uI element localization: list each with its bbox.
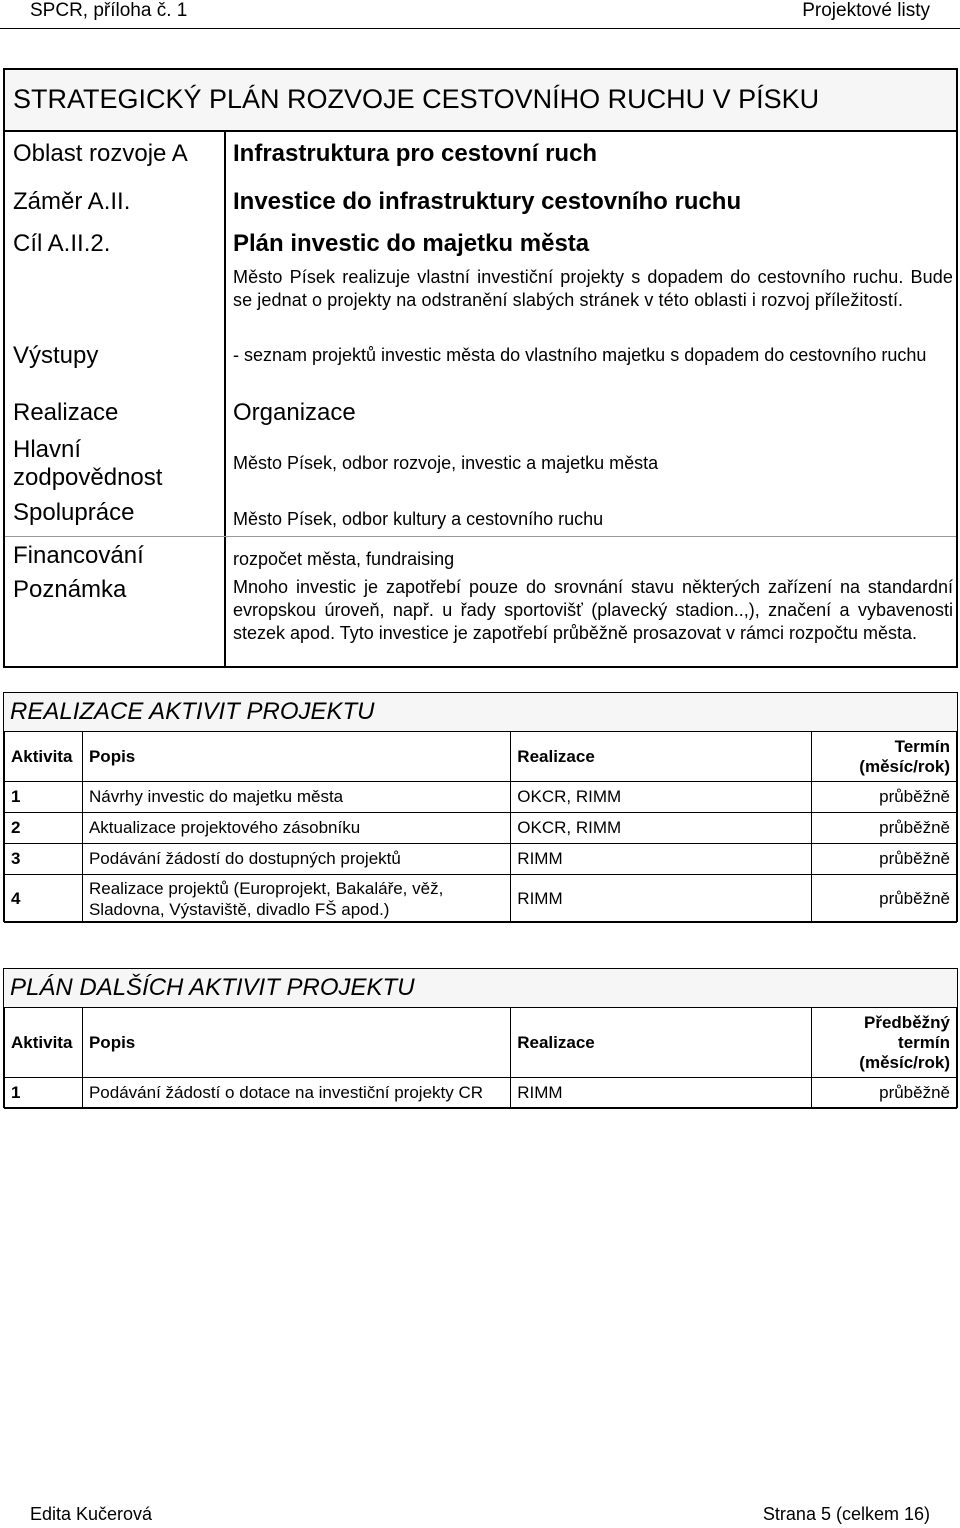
row-realizace: RIMM [511, 844, 812, 875]
row-popis: Realizace projektů (Europrojekt, Bakaláře, věž, Sladovna, Výstaviště, divadlo FŠ apod.) [82, 875, 510, 923]
col-termin: Předběžný termín (měsíc/rok) [812, 1008, 957, 1078]
plan-column-divider [224, 130, 226, 666]
row-termin: průběžně [812, 875, 957, 923]
cil-description: Město Písek realizuje vlastní investiční projekty s dopadem do cestovního ruchu. Bude se jednat o projekty na odstranění slabých stránek v této oblasti i rozvoj příležitostí. [233, 267, 953, 310]
row-termin: průběžně [812, 1078, 957, 1109]
plan-row-divider [5, 536, 956, 537]
spoluprace-label: Spolupráce [13, 499, 135, 526]
realizace-aktivit-title: REALIZACE AKTIVIT PROJEKTU [10, 698, 375, 725]
col-popis: Popis [82, 1008, 510, 1078]
col-realizace: Realizace [511, 732, 812, 782]
col-popis: Popis [82, 732, 510, 782]
header-divider [0, 28, 960, 29]
oblast-value: Infrastruktura pro cestovní ruch [233, 140, 598, 167]
row-termin: průběžně [812, 844, 957, 875]
table-row [5, 875, 957, 923]
hlavni-value: Město Písek, odbor rozvoje, investic a majetku města [233, 453, 659, 473]
row-num: 4 [5, 875, 83, 923]
col-realizace: Realizace [511, 1008, 812, 1078]
row-realizace: OKCR, RIMM [511, 813, 812, 844]
strategic-plan-block [3, 68, 958, 668]
realizace-aktivit-section [3, 692, 958, 922]
table-header-row [5, 1008, 957, 1078]
realizace-aktivit-title-row [4, 693, 957, 732]
row-popis: Aktualizace projektového zásobníku [82, 813, 510, 844]
table-header-row [5, 732, 957, 782]
hlavni-label: Hlavní zodpovědnost [13, 436, 163, 491]
zamer-value: Investice do infrastruktury cestovního ruchu [233, 188, 742, 215]
row-popis: Podávání žádostí do dostupných projektů [82, 844, 510, 875]
col-aktivita: Aktivita [5, 1008, 83, 1078]
plan-aktivit-table [4, 1007, 957, 1109]
table-row [5, 813, 957, 844]
row-realizace: OKCR, RIMM [511, 782, 812, 813]
header-left: SPCR, příloha č. 1 [30, 0, 188, 21]
vystupy-label: Výstupy [13, 342, 99, 369]
row-popis: Návrhy investic do majetku města [82, 782, 510, 813]
plan-aktivit-title: PLÁN DALŠÍCH AKTIVIT PROJEKTU [10, 974, 415, 1001]
row-num: 1 [5, 1078, 83, 1109]
header-right: Projektové listy [802, 0, 930, 21]
financovani-value: rozpočet města, fundraising [233, 549, 455, 569]
row-termin: průběžně [812, 782, 957, 813]
plan-aktivit-section [3, 968, 958, 1108]
row-realizace: RIMM [511, 875, 812, 923]
row-termin: průběžně [812, 813, 957, 844]
plan-title: STRATEGICKÝ PLÁN ROZVOJE CESTOVNÍHO RUCHU V PÍSKU [13, 84, 820, 114]
plan-title-row [5, 70, 956, 132]
table-row [5, 782, 957, 813]
table-row [5, 844, 957, 875]
table-row [5, 1078, 957, 1109]
cil-value: Plán investic do majetku města [233, 230, 590, 257]
poznamka-value: Mnoho investic je zapotřebí pouze do srovnání stavu některých zařízení na standardní evropskou úroveň, např. u řady sportovišť (plavecký stadion..,), značení a vybavenosti stezek apod. Tyto investice je zapotřebí průběžně prosazovat v rámci rozpočtu města. [233, 577, 953, 643]
zamer-label: Záměr A.II. [13, 188, 131, 215]
row-num: 1 [5, 782, 83, 813]
vystupy-value: - seznam projektů investic města do vlastního majetku s dopadem do cestovního ruchu [233, 345, 927, 365]
poznamka-label: Poznámka [13, 576, 127, 603]
footer-page-number: Strana 5 (celkem 16) [762, 1504, 930, 1524]
realizace-aktivit-table [4, 731, 957, 923]
col-aktivita: Aktivita [5, 732, 83, 782]
row-num: 3 [5, 844, 83, 875]
plan-aktivit-title-row [4, 969, 957, 1008]
oblast-label: Oblast rozvoje A [13, 140, 188, 167]
row-realizace: RIMM [511, 1078, 812, 1109]
row-popis: Podávání žádostí o dotace na investiční projekty CR [82, 1078, 510, 1109]
realizace-label: Realizace [13, 399, 119, 426]
realizace-value: Organizace [233, 399, 356, 426]
cil-label: Cíl A.II.2. [13, 230, 111, 257]
col-termin: Termín (měsíc/rok) [812, 732, 957, 782]
spoluprace-value: Město Písek, odbor kultury a cestovního ruchu [233, 509, 604, 529]
row-num: 2 [5, 813, 83, 844]
footer-author: Edita Kučerová [30, 1504, 153, 1524]
financovani-label: Financování [13, 542, 144, 569]
